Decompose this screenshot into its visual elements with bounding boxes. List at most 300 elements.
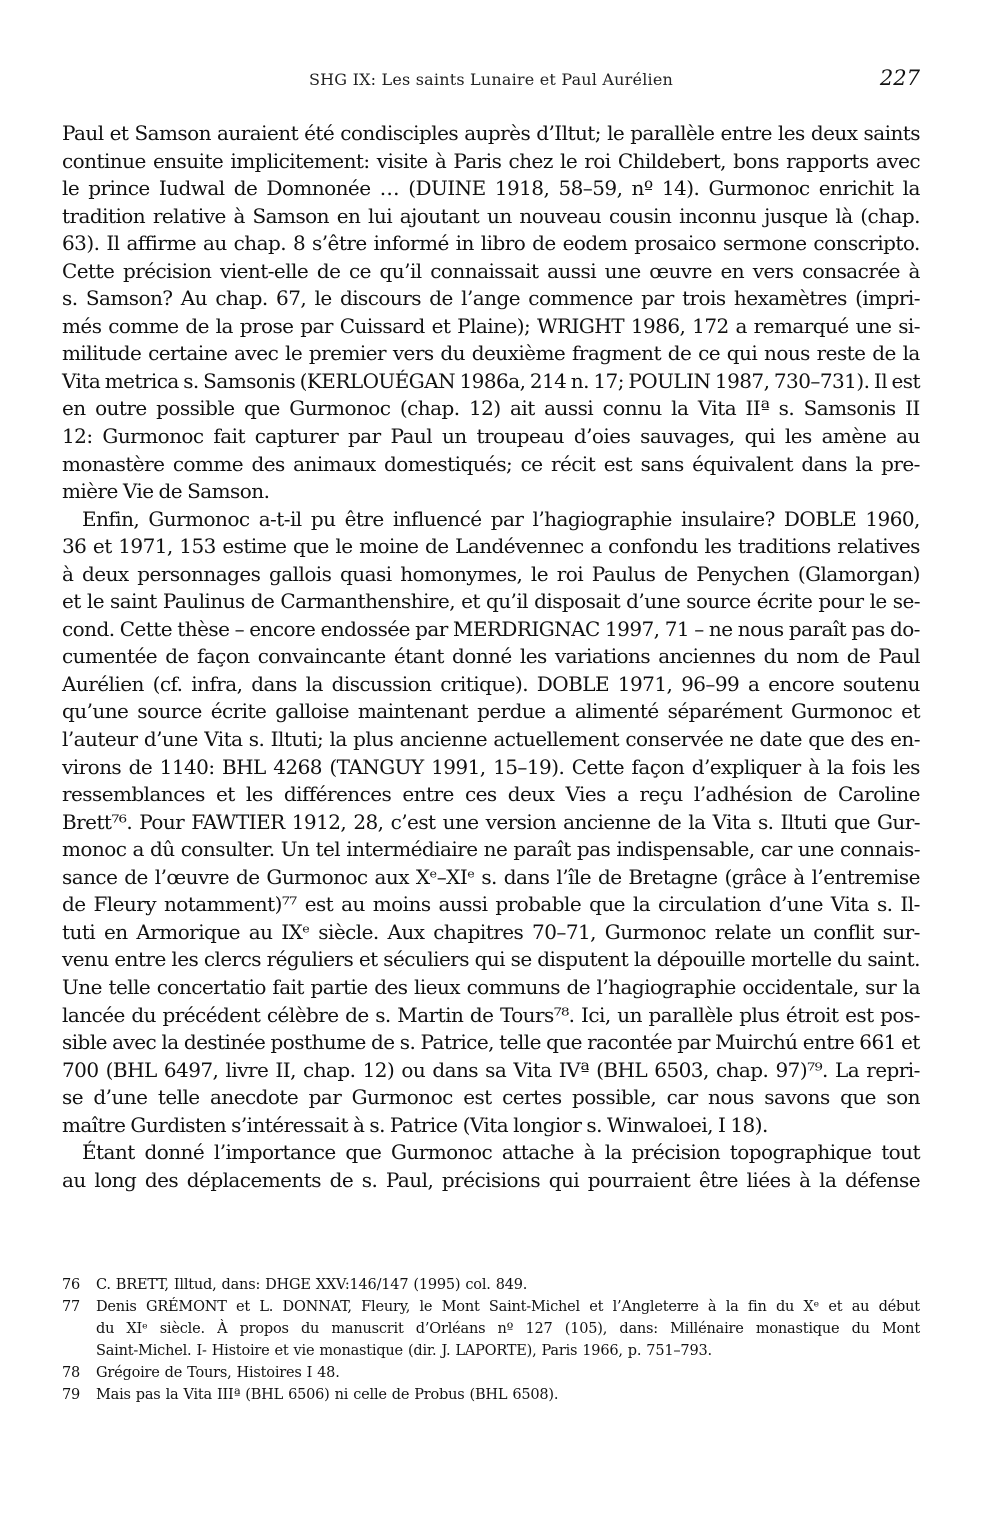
word: Armorique (136, 919, 240, 944)
footnote-text (96, 1362, 920, 1384)
word: XXV:146/147 (315, 1277, 409, 1293)
word: d’une (626, 589, 681, 614)
word: l’auteur (62, 727, 138, 752)
word: Martin (397, 1002, 464, 1027)
word: du (837, 947, 862, 972)
word: plus (353, 727, 394, 752)
word: de (128, 754, 153, 779)
word: possible (156, 396, 235, 421)
word: donné (144, 1140, 205, 1165)
word: Pour (139, 809, 185, 834)
word: 661 (859, 1030, 896, 1055)
word: est (463, 1085, 492, 1110)
body-line (62, 340, 920, 368)
word: la (633, 947, 652, 972)
word: façon (196, 644, 250, 669)
word: dans (801, 451, 848, 476)
word: de (532, 231, 556, 256)
word: 1997, (604, 616, 660, 641)
word: encore (249, 616, 316, 641)
word: Un (280, 837, 310, 862)
word: auprès (464, 121, 531, 145)
word: telle (108, 974, 151, 999)
word: relate (714, 919, 772, 944)
word: et (901, 699, 920, 724)
word: 127 (525, 1321, 553, 1337)
body-line (62, 561, 920, 589)
word: continue (62, 148, 146, 173)
word: certaine (148, 341, 228, 366)
word: paraît (513, 837, 571, 862)
word: roi (556, 561, 584, 586)
word: 172 (692, 313, 729, 338)
word: convaincante (257, 644, 386, 669)
word: qui (744, 424, 776, 449)
word: virons (62, 754, 122, 779)
word: Cuissard (339, 313, 425, 338)
word: Samson (134, 121, 211, 145)
word: un (487, 203, 512, 228)
word: d’une (768, 892, 823, 917)
word: qui (726, 341, 758, 366)
word: 1971, (617, 671, 673, 696)
word: certes (502, 1085, 562, 1110)
word: DHGE (265, 1277, 311, 1293)
word: dans (432, 1057, 478, 1082)
word: la (826, 754, 845, 779)
word: nº (497, 1321, 514, 1337)
word: Cette (571, 754, 625, 779)
word: 1986, (630, 313, 686, 338)
word: attache (501, 1140, 574, 1165)
word: dans: (221, 1277, 261, 1293)
word: sermone (722, 231, 807, 256)
word: cousin (608, 203, 672, 228)
word: fait (272, 974, 304, 999)
word: qui (548, 1167, 580, 1192)
word: de (425, 534, 449, 559)
word: 70–71, (532, 919, 596, 944)
word: condisciples (340, 121, 459, 145)
word: Paulus (591, 561, 656, 586)
word: la (215, 313, 233, 338)
word: à (353, 1112, 365, 1137)
word: sa (485, 1057, 507, 1082)
word: 1971, (118, 534, 173, 559)
word: DOBLE (536, 671, 610, 696)
word: est (891, 368, 920, 393)
footnote-number: 78 (62, 1365, 81, 1381)
word: se (510, 947, 532, 972)
word: aussi (544, 396, 594, 421)
word: monastique (755, 1321, 840, 1337)
word: dû (150, 837, 175, 862)
word: la (855, 451, 873, 476)
word: POULIN (628, 368, 711, 393)
word: à (233, 203, 245, 228)
word: 153 (179, 534, 216, 559)
word: récit (550, 451, 596, 476)
word: sur (865, 974, 897, 999)
footnote-line (62, 1362, 920, 1384)
word: le (314, 286, 332, 311)
word: monoc (62, 837, 127, 862)
word: affirme (126, 231, 197, 256)
word: lui (368, 203, 393, 228)
word: deuxième (471, 341, 566, 366)
body-text (62, 120, 920, 1194)
word: connais- (839, 837, 920, 862)
word: Il (106, 231, 120, 256)
word: paraît (788, 616, 847, 641)
word: le (559, 148, 578, 173)
body-line (62, 726, 920, 754)
word: II (905, 396, 920, 421)
word: le (62, 176, 80, 201)
word: Gurmonoc (391, 1140, 493, 1165)
word: … (379, 176, 400, 201)
word: avec (875, 148, 920, 173)
word: ce (348, 258, 371, 283)
body-line (62, 506, 920, 534)
word: eodem (562, 231, 628, 256)
body-line (62, 451, 920, 479)
word: équivalent (692, 451, 793, 476)
word: pos- (880, 1002, 920, 1027)
word: l’entremise (811, 864, 920, 889)
body-line (62, 754, 920, 782)
word: occidentale, (742, 974, 859, 999)
word: telle (157, 1085, 200, 1110)
word: Gurmonoc (604, 919, 706, 944)
word: monastère (62, 451, 165, 476)
word: ce (698, 341, 721, 366)
body-line (62, 616, 920, 644)
word: II, (275, 1057, 296, 1082)
word: visite (376, 148, 428, 173)
word: et (901, 1030, 920, 1055)
body-line (62, 643, 920, 671)
word: à (62, 561, 74, 586)
word: J. (441, 1343, 451, 1359)
word: Iudwal (158, 176, 225, 201)
word: les (519, 644, 547, 669)
word: Gurmonoc (148, 506, 250, 531)
word: chap. (233, 231, 287, 256)
word: domestiqués; (383, 451, 513, 476)
word: 48. (317, 1365, 340, 1381)
word: date (759, 727, 802, 752)
word: chez (508, 148, 553, 173)
word: d’Orléans (415, 1321, 486, 1337)
word: connaissait (430, 258, 539, 283)
word: metrica (104, 368, 179, 393)
word: possible, (571, 1085, 657, 1110)
word: sur- (882, 919, 920, 944)
word: d’Iltut; (536, 121, 601, 145)
word: du (300, 1321, 320, 1337)
word: de (803, 782, 827, 807)
word: entre (802, 1030, 855, 1055)
word: (BHL (245, 1387, 284, 1403)
word: outre (95, 396, 147, 421)
word: en (720, 258, 745, 283)
word: (impri- (855, 286, 920, 311)
word: d’une (143, 727, 198, 752)
body-line (62, 1002, 920, 1030)
word: Penychen (696, 561, 790, 586)
word: l’œuvre (154, 864, 230, 889)
word: s’intéressait (231, 1112, 349, 1137)
word: siècle. (159, 1321, 205, 1337)
word: la (725, 1299, 739, 1315)
word: et (828, 1299, 843, 1315)
body-line (62, 1057, 920, 1085)
word: La (835, 1057, 860, 1082)
word: des (374, 974, 408, 999)
word: et (358, 947, 378, 972)
word: a (616, 782, 629, 807)
word: C. (96, 1277, 111, 1293)
word: fin (747, 1299, 767, 1315)
word: des (850, 727, 884, 752)
running-title: SHG IX: Les saints Lunaire et Paul Aurélien (308, 70, 673, 89)
word: long (94, 1167, 137, 1192)
body-line (62, 1084, 920, 1112)
word: traditions (737, 534, 831, 559)
word: pu (310, 506, 336, 531)
word: L. (259, 1299, 274, 1315)
word: a (747, 671, 760, 696)
word: influencé (392, 506, 482, 531)
word: là (835, 203, 853, 228)
word: vie (293, 1343, 315, 1359)
body-line (62, 230, 920, 258)
word: été (304, 121, 335, 145)
word: l’importance (213, 1140, 336, 1165)
word: aussi (547, 258, 597, 283)
word: pas (135, 1387, 161, 1403)
word: Enfin, (82, 506, 140, 531)
word: moine (359, 534, 419, 559)
word: amène (821, 424, 887, 449)
word: 1991, (431, 754, 486, 779)
word: disputent (537, 947, 629, 972)
word: 6506) (288, 1387, 330, 1403)
body-line (62, 1112, 920, 1140)
word: (chap. (399, 396, 460, 421)
word: s. (183, 368, 199, 393)
word: MERDRIGNAC (452, 616, 600, 641)
word: Vie (122, 479, 154, 504)
word: Samson? (85, 286, 173, 311)
word: 67, (276, 286, 307, 311)
word: qu’une (62, 699, 129, 724)
word: écrite (210, 699, 267, 724)
word: Carmanthenshire, (280, 589, 456, 614)
word: Cette (119, 616, 173, 641)
word: qu’il (379, 258, 422, 283)
word: être (344, 506, 384, 531)
word: entre (114, 947, 166, 972)
word: du (763, 644, 789, 669)
body-line (62, 203, 920, 231)
word: Samsonis (203, 368, 296, 393)
word: I (306, 1365, 313, 1381)
word: source (686, 589, 751, 614)
word: et (236, 1299, 251, 1315)
word: tradition (62, 203, 146, 228)
word: Caroline (837, 782, 920, 807)
body-line (62, 1167, 920, 1195)
word: connu (602, 396, 662, 421)
word: Cette (62, 258, 115, 283)
word: des (251, 451, 285, 476)
word: critique). (440, 671, 529, 696)
word: avec (112, 1030, 157, 1055)
word: Vita (697, 396, 737, 421)
word: consacrée (802, 258, 900, 283)
word: qui (474, 947, 506, 972)
word: insulaire? (681, 506, 775, 531)
word: par (300, 313, 333, 338)
word: a (554, 699, 566, 724)
word: Vita (513, 1057, 552, 1082)
word: et (431, 313, 451, 338)
word: saint. (867, 947, 920, 972)
word: ne (729, 727, 754, 752)
word: nous (764, 341, 810, 366)
word: dans (503, 864, 550, 889)
body-line (62, 836, 920, 864)
word: ni (334, 1387, 349, 1403)
word: la (161, 1030, 179, 1055)
word: de (164, 1365, 183, 1381)
word: Mont (441, 1299, 480, 1315)
footnote-number: 76 (62, 1277, 81, 1293)
word: qu’il (485, 589, 529, 614)
word: comme (172, 451, 244, 476)
word: Paul (390, 424, 433, 449)
word: de (235, 864, 260, 889)
word: s. (369, 1112, 385, 1137)
word: propos (239, 1321, 289, 1337)
word: thèse (177, 616, 230, 641)
word: trois (682, 286, 726, 311)
word: DOBLE (783, 506, 857, 531)
word: ou (401, 1057, 426, 1082)
word: ajoutant (399, 203, 480, 228)
word: de (233, 176, 258, 201)
word: Samson (252, 203, 329, 228)
word: le (335, 534, 353, 559)
word: une (855, 313, 892, 338)
word: l’île (556, 864, 592, 889)
word: 214 (529, 368, 567, 393)
word: que (840, 1085, 876, 1110)
word: 14). (661, 176, 700, 201)
word: de (597, 864, 622, 889)
word: si- (898, 313, 920, 338)
word: c’est (390, 809, 436, 834)
word: plus (739, 1002, 780, 1027)
word: Gurmonoc (791, 699, 893, 724)
body-line (62, 1139, 920, 1167)
word: Gurmonoc (102, 424, 204, 449)
word: 1918, (494, 176, 550, 201)
word: variations (554, 644, 651, 669)
word: de (872, 341, 896, 366)
word: capturer (254, 424, 339, 449)
word: discussion (331, 671, 432, 696)
word: DONNAT, (282, 1299, 352, 1315)
word: entre (402, 782, 454, 807)
word: personnages (137, 561, 261, 586)
word: FAWTIER (191, 809, 285, 834)
word: au (248, 919, 273, 944)
word: (grâce (724, 864, 787, 889)
body-line (62, 891, 920, 919)
word: Tours⁷⁸. (499, 1002, 575, 1027)
word: (BHL (105, 1057, 157, 1082)
word: encore (768, 671, 835, 696)
word: les (784, 424, 812, 449)
word: à (793, 864, 805, 889)
word: les (245, 782, 273, 807)
word: s. (62, 286, 78, 311)
word: Grégoire (96, 1365, 160, 1381)
word: 4268 (273, 754, 322, 779)
word: mortelle (750, 947, 832, 972)
word: soutenu (842, 671, 920, 696)
word: longior (513, 1112, 582, 1137)
word: de (429, 286, 453, 311)
word: lancée (62, 1002, 125, 1027)
word: tel (315, 837, 341, 862)
footnote-number: 77 (62, 1299, 81, 1315)
word: du (440, 341, 465, 366)
word: nº (631, 176, 653, 201)
word: vient-elle (220, 258, 309, 283)
page (62, 0, 920, 1513)
word: s. (248, 727, 265, 752)
word: de (345, 1002, 369, 1027)
word: saint (110, 589, 157, 614)
word: anecdote (210, 1085, 299, 1110)
word: dans (251, 671, 297, 696)
word: prose (239, 313, 294, 338)
word: Une (62, 974, 102, 999)
word: hexamètres (733, 286, 847, 311)
word: bons (733, 148, 779, 173)
word: de (469, 1002, 494, 1027)
word: par (348, 424, 381, 449)
word: implicitement: (230, 148, 370, 173)
body-line (62, 809, 920, 837)
word: de (663, 561, 688, 586)
word: Il (873, 368, 888, 393)
word: enrichit (818, 176, 894, 201)
word: séparément (667, 699, 783, 724)
word: pourraient (587, 1167, 691, 1192)
body-line (62, 533, 920, 561)
word: vers (752, 258, 794, 283)
word: quasi (340, 561, 392, 586)
word: 63). (62, 231, 100, 256)
word: concertatio (156, 974, 266, 999)
word: pour (818, 589, 864, 614)
word: la (819, 1167, 837, 1192)
